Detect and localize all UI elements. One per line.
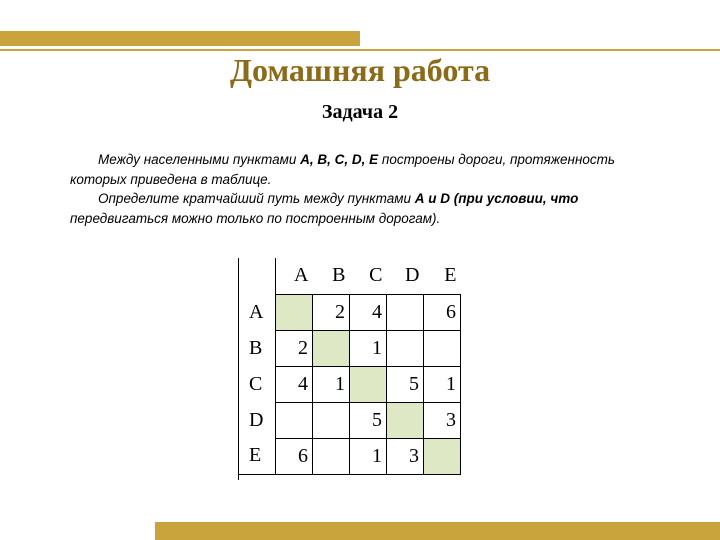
problem-points-list: А, В, С, D, Е xyxy=(300,152,379,167)
table-cell xyxy=(387,330,424,366)
table-cell: 1 xyxy=(350,438,387,474)
table-cell xyxy=(313,402,350,438)
table-cell xyxy=(276,294,313,330)
table-header-divider xyxy=(275,258,276,295)
problem-text-span: Определите кратчайший путь между пунктами xyxy=(98,191,415,206)
column-header: E xyxy=(444,264,457,287)
table-cell: 2 xyxy=(313,294,350,330)
problem-text-span: передвигаться можно только по построенным дорогам). xyxy=(70,210,441,226)
table-cell: 5 xyxy=(350,402,387,438)
column-header: D xyxy=(405,264,420,287)
row-header: C xyxy=(239,366,276,402)
problem-paragraph-1 xyxy=(70,150,650,189)
distance-table xyxy=(238,258,461,475)
page-title: Домашняя работа xyxy=(229,52,491,88)
table-cell xyxy=(424,330,461,366)
column-header: A xyxy=(294,264,309,287)
table-cell: 5 xyxy=(387,366,424,402)
table-cell: 1 xyxy=(350,330,387,366)
table-row xyxy=(239,402,461,438)
column-header: C xyxy=(369,264,383,287)
bottom-decor-bar xyxy=(155,522,720,540)
table-cell xyxy=(350,366,387,402)
column-header: B xyxy=(332,264,346,287)
table-cell xyxy=(424,438,461,474)
table-cell: 6 xyxy=(276,438,313,474)
table-cell: 6 xyxy=(424,294,461,330)
row-header: D xyxy=(239,402,276,438)
problem-text-span: построены дороги, протяженность которых приведена в таблице. xyxy=(70,152,615,187)
table-cell xyxy=(387,402,424,438)
table-row xyxy=(239,366,461,402)
row-header: B xyxy=(239,330,276,366)
problem-text xyxy=(70,150,650,228)
table-cell: 3 xyxy=(424,402,461,438)
problem-text-span: Между населенными пунктами xyxy=(98,152,301,167)
table-row xyxy=(239,438,461,474)
top-decor-bar xyxy=(0,31,360,46)
row-header: E xyxy=(239,438,276,474)
table-header-row xyxy=(239,258,461,294)
table-cell xyxy=(276,402,313,438)
table-cell: 2 xyxy=(276,330,313,366)
task-heading: Задача 2 xyxy=(321,101,399,123)
table-row xyxy=(239,294,461,330)
table-cell xyxy=(387,294,424,330)
problem-paragraph-2 xyxy=(70,189,650,228)
table-cell: 4 xyxy=(276,366,313,402)
table-cell xyxy=(313,330,350,366)
table-cell: 4 xyxy=(350,294,387,330)
table-row xyxy=(239,330,461,366)
table-cell: 1 xyxy=(424,366,461,402)
problem-points-condition: А и D (при условии, что xyxy=(414,191,579,206)
table-cell xyxy=(313,438,350,474)
table-corner-cell xyxy=(239,258,276,294)
table-left-border xyxy=(238,258,239,480)
row-header: A xyxy=(239,294,276,330)
table-cell: 3 xyxy=(387,438,424,474)
table-cell: 1 xyxy=(313,366,350,402)
